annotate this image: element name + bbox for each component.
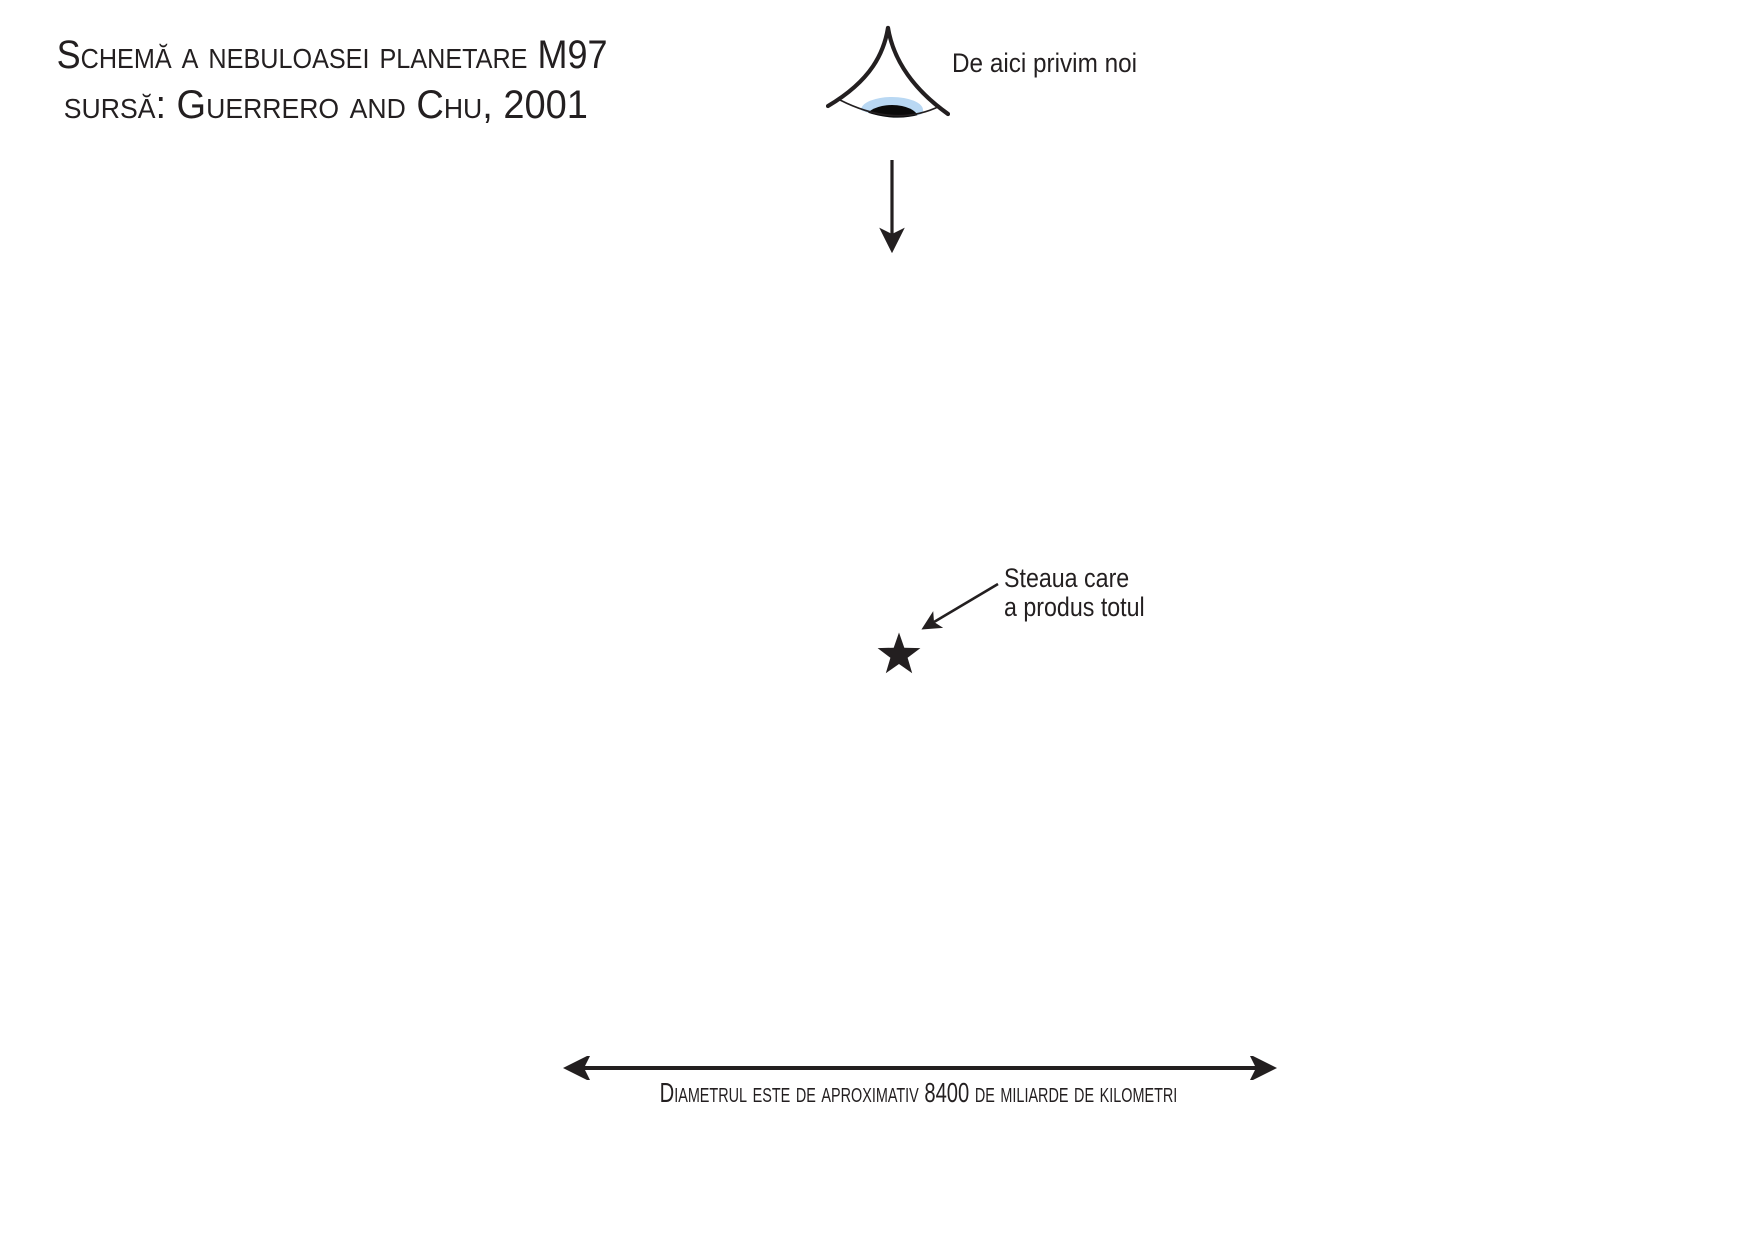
eye-icon bbox=[826, 20, 950, 128]
title-block bbox=[26, 30, 626, 130]
view-direction-arrow bbox=[878, 158, 906, 258]
star-label-line1-text: Steaua care bbox=[1004, 563, 1130, 593]
star-label-line2-text: a produs totul bbox=[1004, 592, 1145, 622]
observer-label bbox=[952, 48, 1158, 78]
diameter-caption-text: Diametrul este de aproximativ 8400 de miliarde de kilometri bbox=[659, 1077, 1177, 1108]
diagram-subtitle bbox=[26, 80, 626, 130]
diagram-subtitle-text: sursă: Guerrero and Chu, 2001 bbox=[63, 83, 589, 127]
diagram-title-text: Schemă a nebuloasei planetare M97 bbox=[56, 33, 608, 77]
star-label-line2 bbox=[1004, 593, 1168, 622]
observer-label-text: De aici privim noi bbox=[952, 48, 1138, 78]
eye-upper-lid-left bbox=[828, 28, 888, 106]
star-label bbox=[1004, 564, 1168, 622]
star-pointer-arrow bbox=[908, 576, 1004, 646]
star-label-line1 bbox=[1004, 564, 1168, 593]
diagram-title bbox=[26, 30, 626, 80]
diameter-caption bbox=[518, 1078, 1318, 1108]
